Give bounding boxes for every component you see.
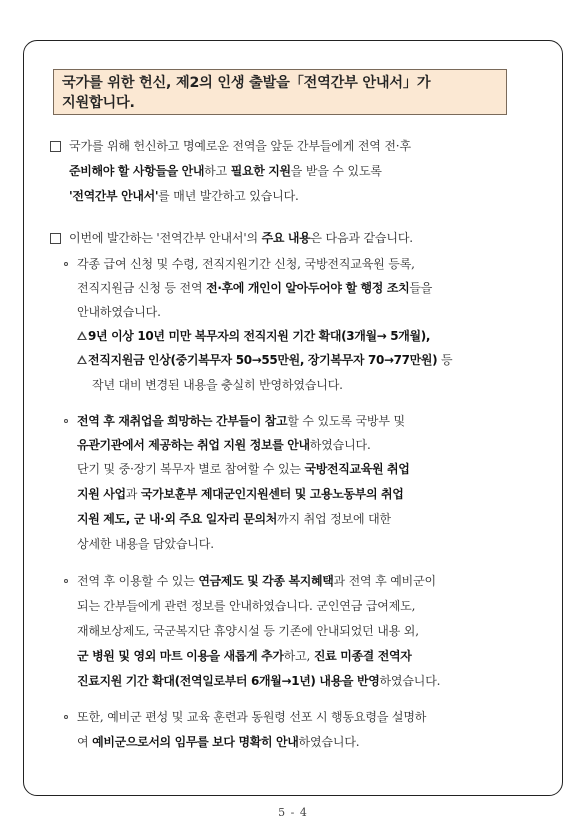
item2-line-2: 유관기관에서 제공하는 취업 지원 정보를 안내하였습니다.: [77, 438, 371, 452]
item3-line-2: 되는 간부들에게 관련 정보를 안내하였습니다. 군인연금 급여제도,: [77, 599, 416, 613]
item4-line-2: 여 예비군으로서의 임무를 보다 명확히 안내하였습니다.: [77, 735, 360, 749]
item2-line-4: 지원 사업과 국가보훈부 제대군인지원센터 및 고용노동부의 취업: [77, 487, 404, 501]
header-line-2: 지원합니다.: [62, 95, 135, 111]
bullet-circle-icon: [64, 419, 68, 423]
section2-intro: 이번에 발간하는 '전역간부 안내서'의 주요 내용은 다음과 같습니다.: [69, 231, 413, 245]
item2-line-3: 단기 및 중·장기 복무자 별로 참여할 수 있는 국방전직교육원 취업: [77, 462, 410, 476]
header-line-1: 국가를 위한 헌신, 제2의 인생 출발을「전역간부 안내서」가: [62, 75, 431, 91]
item2-line-1: 전역 후 재취업을 희망하는 간부들이 참고할 수 있도록 국방부 및: [77, 414, 405, 428]
triangle-bullet-icon: [77, 331, 87, 340]
item3-line-1: 전역 후 이용할 수 있는 연금제도 및 각종 복지혜택과 전역 후 예비군이: [77, 574, 436, 588]
item1-line-6: 작년 대비 변경된 내용을 충실히 반영하였습니다.: [92, 378, 343, 392]
section1-line-2: 준비해야 할 사항들을 안내하고 필요한 지원을 받을 수 있도록: [69, 164, 382, 178]
section1-line-3: '전역간부 안내서'를 매년 발간하고 있습니다.: [69, 189, 299, 203]
checkbox-square-icon: [50, 141, 61, 152]
checkbox-square-icon: [50, 233, 61, 244]
item2-line-6: 상세한 내용을 담았습니다.: [77, 537, 214, 551]
header-highlight-box: [53, 69, 507, 115]
page-number: 5 - 4: [278, 806, 308, 819]
item2-line-5: 지원 제도, 군 내·외 주요 일자리 문의처까지 취업 정보에 대한: [77, 512, 391, 526]
item1-line-4: 9년 이상 10년 미만 복무자의 전직지원 기간 확대(3개월→ 5개월),: [88, 329, 431, 343]
item1-line-1: 각종 급여 신청 및 수령, 전직지원기간 신청, 국방전직교육원 등록,: [77, 257, 415, 271]
item3-line-5: 진료지원 기간 확대(전역일로부터 6개월→1년) 내용을 반영하였습니다.: [77, 674, 441, 688]
bullet-circle-icon: [64, 715, 68, 719]
section1-line-1: 국가를 위해 헌신하고 명예로운 전역을 앞둔 간부들에게 전역 전·후: [69, 139, 411, 153]
triangle-bullet-icon: [77, 355, 87, 364]
item3-line-3: 재해보상제도, 국군복지단 휴양시설 등 기존에 안내되었던 내용 외,: [77, 624, 419, 638]
bullet-circle-icon: [64, 579, 68, 583]
item1-line-2: 전직지원금 신청 등 전역 전·후에 개인이 알아두어야 할 행정 조치들을: [77, 281, 433, 295]
item3-line-4: 군 병원 및 영외 마트 이용을 새롭게 추가하고, 진료 미종결 전역자: [77, 649, 412, 663]
item1-line-3: 안내하였습니다.: [77, 305, 161, 319]
bullet-circle-icon: [64, 262, 68, 266]
item1-line-5: 전직지원금 인상(중기복무자 50→55만원, 장기복무자 70→77만원) 등: [88, 353, 453, 367]
item4-line-1: 또한, 예비군 편성 및 교육 훈련과 동원령 선포 시 행동요령을 설명하: [77, 710, 427, 724]
